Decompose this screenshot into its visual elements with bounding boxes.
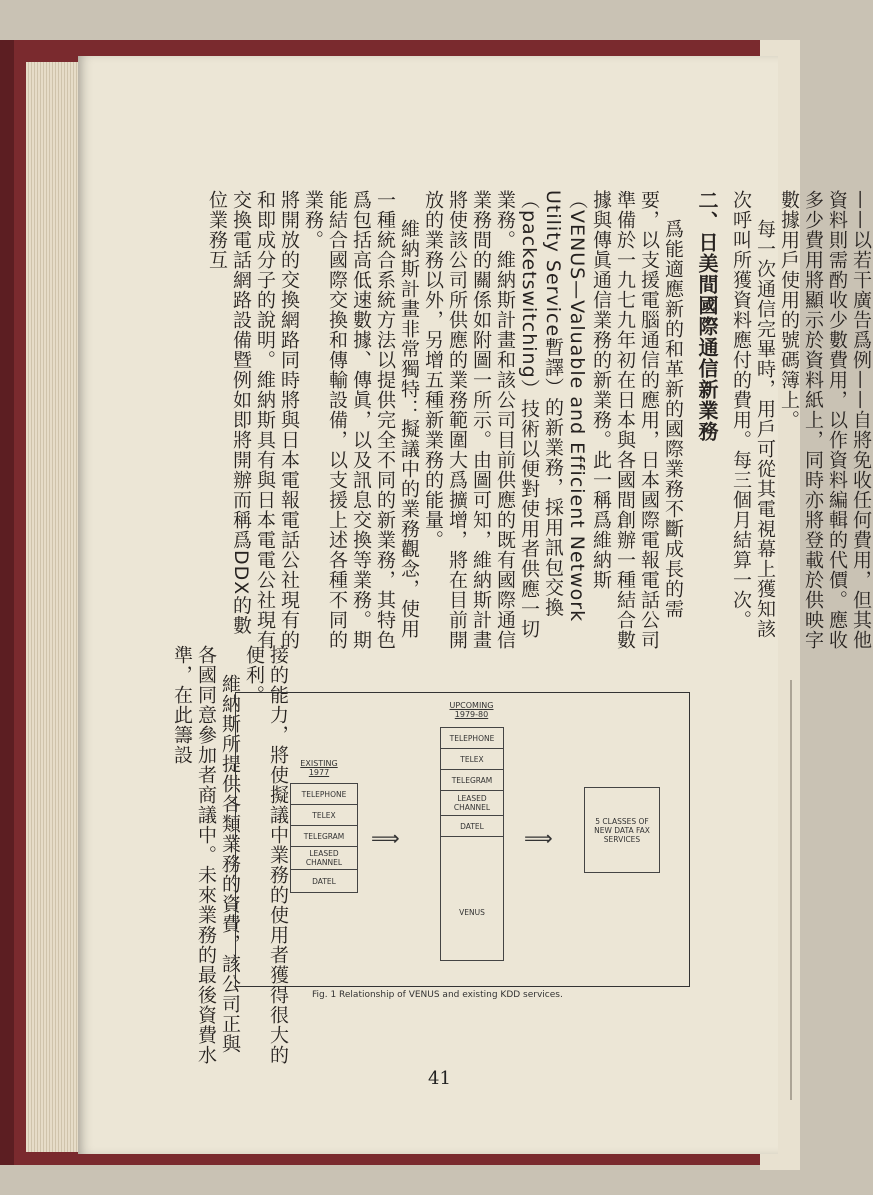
page-number: 41 (428, 1068, 451, 1089)
upcoming-service: TELEPHONE (441, 728, 503, 749)
existing-service: TELEX (291, 805, 357, 826)
arrow-1: ⟹ (371, 826, 400, 850)
book-spine-shade (0, 40, 14, 1165)
upcoming-service: TELEGRAM (441, 770, 503, 791)
paragraph-fees: ——以若干廣告爲例——自將免收任何費用，但其他資料則需酌收少數費用，以作資料編輯的代價。應收多少費用將顯示於資料紙上，同時亦將登載於供映字數據用戶使用的號碼簿上。 (778, 190, 872, 650)
existing-stack (290, 783, 358, 893)
upcoming-service: TELEX (441, 749, 503, 770)
figure-venus-diagram (235, 692, 690, 987)
paragraph-tariffs: 維納斯所提供各類業務的資費，該公司正與各國同意參加者商議中。未來業務的最後資費水準，在此籌設 (171, 645, 241, 1065)
existing-service: LEASED CHANNEL (291, 847, 357, 870)
paragraph-continuation: 接的能力，將使擬議中業務的使用者獲得很大的便利。 (243, 645, 289, 1065)
paragraph-venus-intro: 爲能適應新的和革新的國際業務不斷成長的需要，以支援電腦通信的應用，日本國際電報電話公司準備於一九七九年初在日本與各國間創辦一種結合數據與傳眞通信業務的新業務。此一稱爲維納斯（VENUS—Valuable and Efficient Network Utility Service暫譯）的新業務，採用訊包交換（packetswitching）技術以便對使用者供應一切業務。維納斯計畫和該公司目前供應的既有國際通信業務間的關係如附圖一所示。由圖可知，維納斯計畫將使該公司所供應的業務範圍大爲擴增，將在目前開放的業務以外，另增五種新業務的能量。 (422, 190, 684, 650)
existing-service: DATEL (312, 876, 336, 886)
upper-text-column (205, 190, 873, 650)
upcoming-service: DATEL (441, 816, 503, 837)
upcoming-label: UPCOMING 1979-80 (449, 701, 494, 719)
arrow-2: ⟹ (524, 826, 553, 850)
page-edges (26, 62, 86, 1152)
paragraph-network: 將開放的交換網路同時將與日本電報電話公社現有的和即成分子的說明。維納斯具有與日本電電公社現有交換電話網路設備暨例如即將開辦而稱爲DDX的數位業務互 (206, 190, 300, 650)
paragraph-venus-unique: 維納斯計畫非常獨特：擬議中的業務觀念，使用一種統合系統方法以提供完全不同的新業務，其特色爲包括高低速數據、傳眞，以及訊息交換等業務。期能結合國際交換和傳輸設備，以支援上述各種不同的業務。 (302, 190, 420, 650)
new-services-box: 5 CLASSES OF NEW DATA FAX SERVICES (584, 787, 660, 873)
upcoming-service-venus: VENUS (459, 908, 485, 917)
figure-caption: Fig. 1 Relationship of VENUS and existing KDD services. (312, 990, 563, 1000)
upcoming-stack (440, 727, 504, 961)
existing-label: EXISTING 1977 (300, 759, 338, 777)
existing-service: TELEGRAM (291, 826, 357, 847)
upcoming-service: LEASED CHANNEL (441, 791, 503, 816)
existing-service: TELEPHONE (291, 784, 357, 805)
section-heading: 二、日美間國際通信新業務 (695, 190, 719, 442)
paragraph-billing: 每一次通信完畢時，用戶可從其電視幕上獲知該次呼叫所獲資料應付的費用。每三個月結算一次。 (730, 190, 776, 639)
